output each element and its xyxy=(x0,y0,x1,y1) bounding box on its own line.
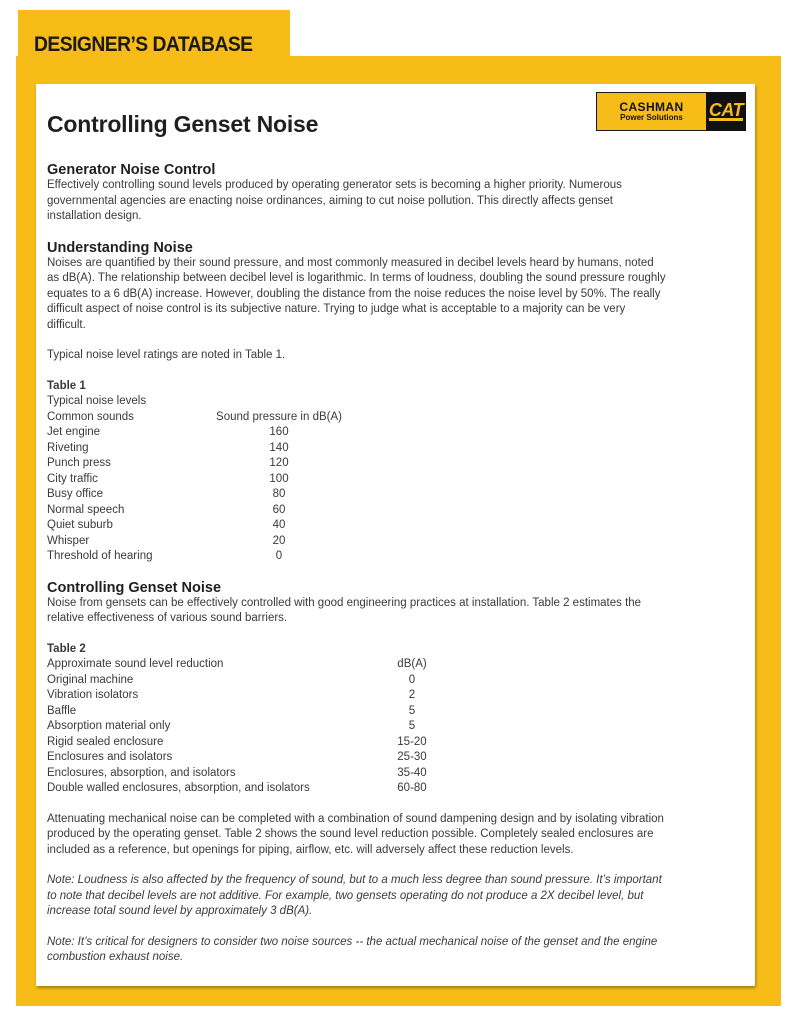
table-row xyxy=(47,534,747,550)
table1-caption: Typical noise levels xyxy=(47,395,147,407)
table1-col1-header: Common sounds xyxy=(47,410,134,423)
table-row xyxy=(47,503,747,519)
body-line: Noises are quantified by their sound pressure, and most commonly measured in decibel levels heard by humans, noted xyxy=(47,256,654,269)
note-line: combustion exhaust noise. xyxy=(47,951,184,963)
table-cell-value: 35-40 xyxy=(397,766,427,779)
document-content xyxy=(47,108,747,966)
table-cell-value: 15-20 xyxy=(397,735,427,748)
table-row xyxy=(47,719,747,735)
table2-col1-header: Approximate sound level reduction xyxy=(47,658,224,670)
table-row xyxy=(47,673,747,689)
note-noise-sources xyxy=(47,935,747,966)
table-cell-value: 20 xyxy=(272,534,286,547)
table-2 xyxy=(47,642,747,797)
table-cell-value: 5 xyxy=(408,720,416,732)
table-cell-name: Whisper xyxy=(47,534,90,547)
table-cell-value: 0 xyxy=(408,673,416,686)
table-row xyxy=(47,487,747,503)
body-line: installation design. xyxy=(47,210,142,222)
table-1 xyxy=(47,379,747,565)
table-cell-name: Busy office xyxy=(47,488,104,500)
note-line: increase total sound level by approximately 3 dB(A). xyxy=(47,905,313,917)
table-cell-name: Quiet suburb xyxy=(47,519,113,531)
table-cell-name: City traffic xyxy=(47,472,98,485)
table1-col2-header: Sound pressure in dB(A) xyxy=(216,410,342,423)
table-cell-value: 160 xyxy=(269,426,289,438)
table-cell-value: 2 xyxy=(408,689,416,701)
table-row xyxy=(47,472,747,488)
table-cell-value: 120 xyxy=(269,457,289,469)
closing-paragraph xyxy=(47,812,747,859)
body-line: governmental agencies are enacting noise ordinances, aiming to cut noise pollution. This directly affects genset xyxy=(47,194,613,207)
table-cell-value: 25-30 xyxy=(397,751,427,763)
table-cell-value: 140 xyxy=(269,441,289,454)
note-line: Note: It’s critical for designers to consider two noise sources -- the actual mechanical noise of the genset and the engine xyxy=(47,935,658,948)
body-line: difficult. xyxy=(47,318,86,331)
table-row xyxy=(47,441,747,457)
body-line: relative effectiveness of various sound barriers. xyxy=(47,612,288,624)
section-body-controlling xyxy=(47,596,747,627)
note-loudness xyxy=(47,873,747,920)
table-cell-value: 100 xyxy=(269,472,289,485)
note-line: to note that decibel levels are not additive. For example, two gensets operating do not produce a 2X decibel level, but xyxy=(47,889,644,902)
table-row xyxy=(47,735,747,751)
table-cell-name: Original machine xyxy=(47,673,134,686)
table-row xyxy=(47,781,747,797)
section-body-understanding xyxy=(47,256,747,334)
table-row xyxy=(47,518,747,534)
table-cell-name: Jet engine xyxy=(47,426,101,438)
logo-brand: CASHMAN xyxy=(619,100,684,114)
body-line: as dB(A). The relationship between decibel level is logarithmic. In terms of loudness, doubling the sound pressure roughly xyxy=(47,272,666,284)
table-row xyxy=(47,456,747,472)
table-cell-name: Double walled enclosures, absorption, and isolators xyxy=(47,782,310,794)
table-row xyxy=(47,766,747,782)
table-cell-name: Normal speech xyxy=(47,503,125,516)
table-cell-value: 80 xyxy=(272,488,286,500)
table-row xyxy=(47,688,747,704)
body-line: Noise from gensets can be effectively controlled with good engineering practices at installation. Table 2 estimates the xyxy=(47,596,642,609)
table-cell-value: 0 xyxy=(275,550,283,562)
table-cell-name: Baffle xyxy=(47,704,77,717)
table-cell-value: 5 xyxy=(408,704,416,717)
table-cell-name: Absorption material only xyxy=(47,720,171,732)
table-row xyxy=(47,704,747,720)
section-heading-generator: Generator Noise Control xyxy=(47,162,216,178)
body-line: equates to a 6 dB(A) increase. However, doubling the distance from the noise reduces the noise level by 50%. The really xyxy=(47,287,661,300)
table-cell-name: Threshold of hearing xyxy=(47,550,153,562)
body-line: difficult aspect of noise control is its subjective nature. Trying to judge what is acceptable to a majority can be very xyxy=(47,303,626,315)
note-line: Note: Loudness is also affected by the frequency of sound, but to a much less degree than sound pressure. It’s important xyxy=(47,874,662,886)
header-title: DESIGNER’S DATABASE xyxy=(34,33,253,56)
table1-label: Table 1 xyxy=(47,379,86,392)
table2-label: Table 2 xyxy=(47,642,86,655)
table-row xyxy=(47,750,747,766)
table1-header xyxy=(47,410,747,426)
table2-header xyxy=(47,657,747,673)
table-cell-name: Rigid sealed enclosure xyxy=(47,735,164,748)
cat-mark-text: CAT xyxy=(708,100,744,120)
section-heading-understanding: Understanding Noise xyxy=(47,239,193,256)
table-cell-name: Enclosures and isolators xyxy=(47,751,173,763)
table1-intro: Typical noise level ratings are noted in Table 1. xyxy=(47,349,286,361)
table-cell-name: Riveting xyxy=(47,441,89,454)
table-cell-name: Enclosures, absorption, and isolators xyxy=(47,766,236,779)
body-line: included as a reference, but openings for piping, airflow, etc. will adversely affect these reduction levels. xyxy=(47,843,574,856)
table-cell-value: 40 xyxy=(272,519,286,531)
section-body-generator xyxy=(47,178,747,225)
logo-tagline: Power Solutions xyxy=(620,113,683,122)
table-row xyxy=(47,425,747,441)
body-line: Effectively controlling sound levels produced by operating generator sets is becoming a higher priority. Numerous xyxy=(47,179,622,191)
page-title: Controlling Genset Noise xyxy=(47,111,319,137)
table-cell-name: Vibration isolators xyxy=(47,689,139,701)
table-cell-value: 60 xyxy=(272,503,286,516)
table2-col2-header: dB(A) xyxy=(397,658,427,670)
body-line: Attenuating mechanical noise can be completed with a combination of sound dampening design and by isolating vibration xyxy=(47,812,664,825)
table-row xyxy=(47,549,747,565)
table-cell-value: 60-80 xyxy=(397,782,427,794)
section-heading-controlling: Controlling Genset Noise xyxy=(47,579,222,596)
body-line: produced by the operating genset. Table 2 shows the sound level reduction possible. Completely sealed enclosures are xyxy=(47,828,654,840)
table-cell-name: Punch press xyxy=(47,457,111,469)
